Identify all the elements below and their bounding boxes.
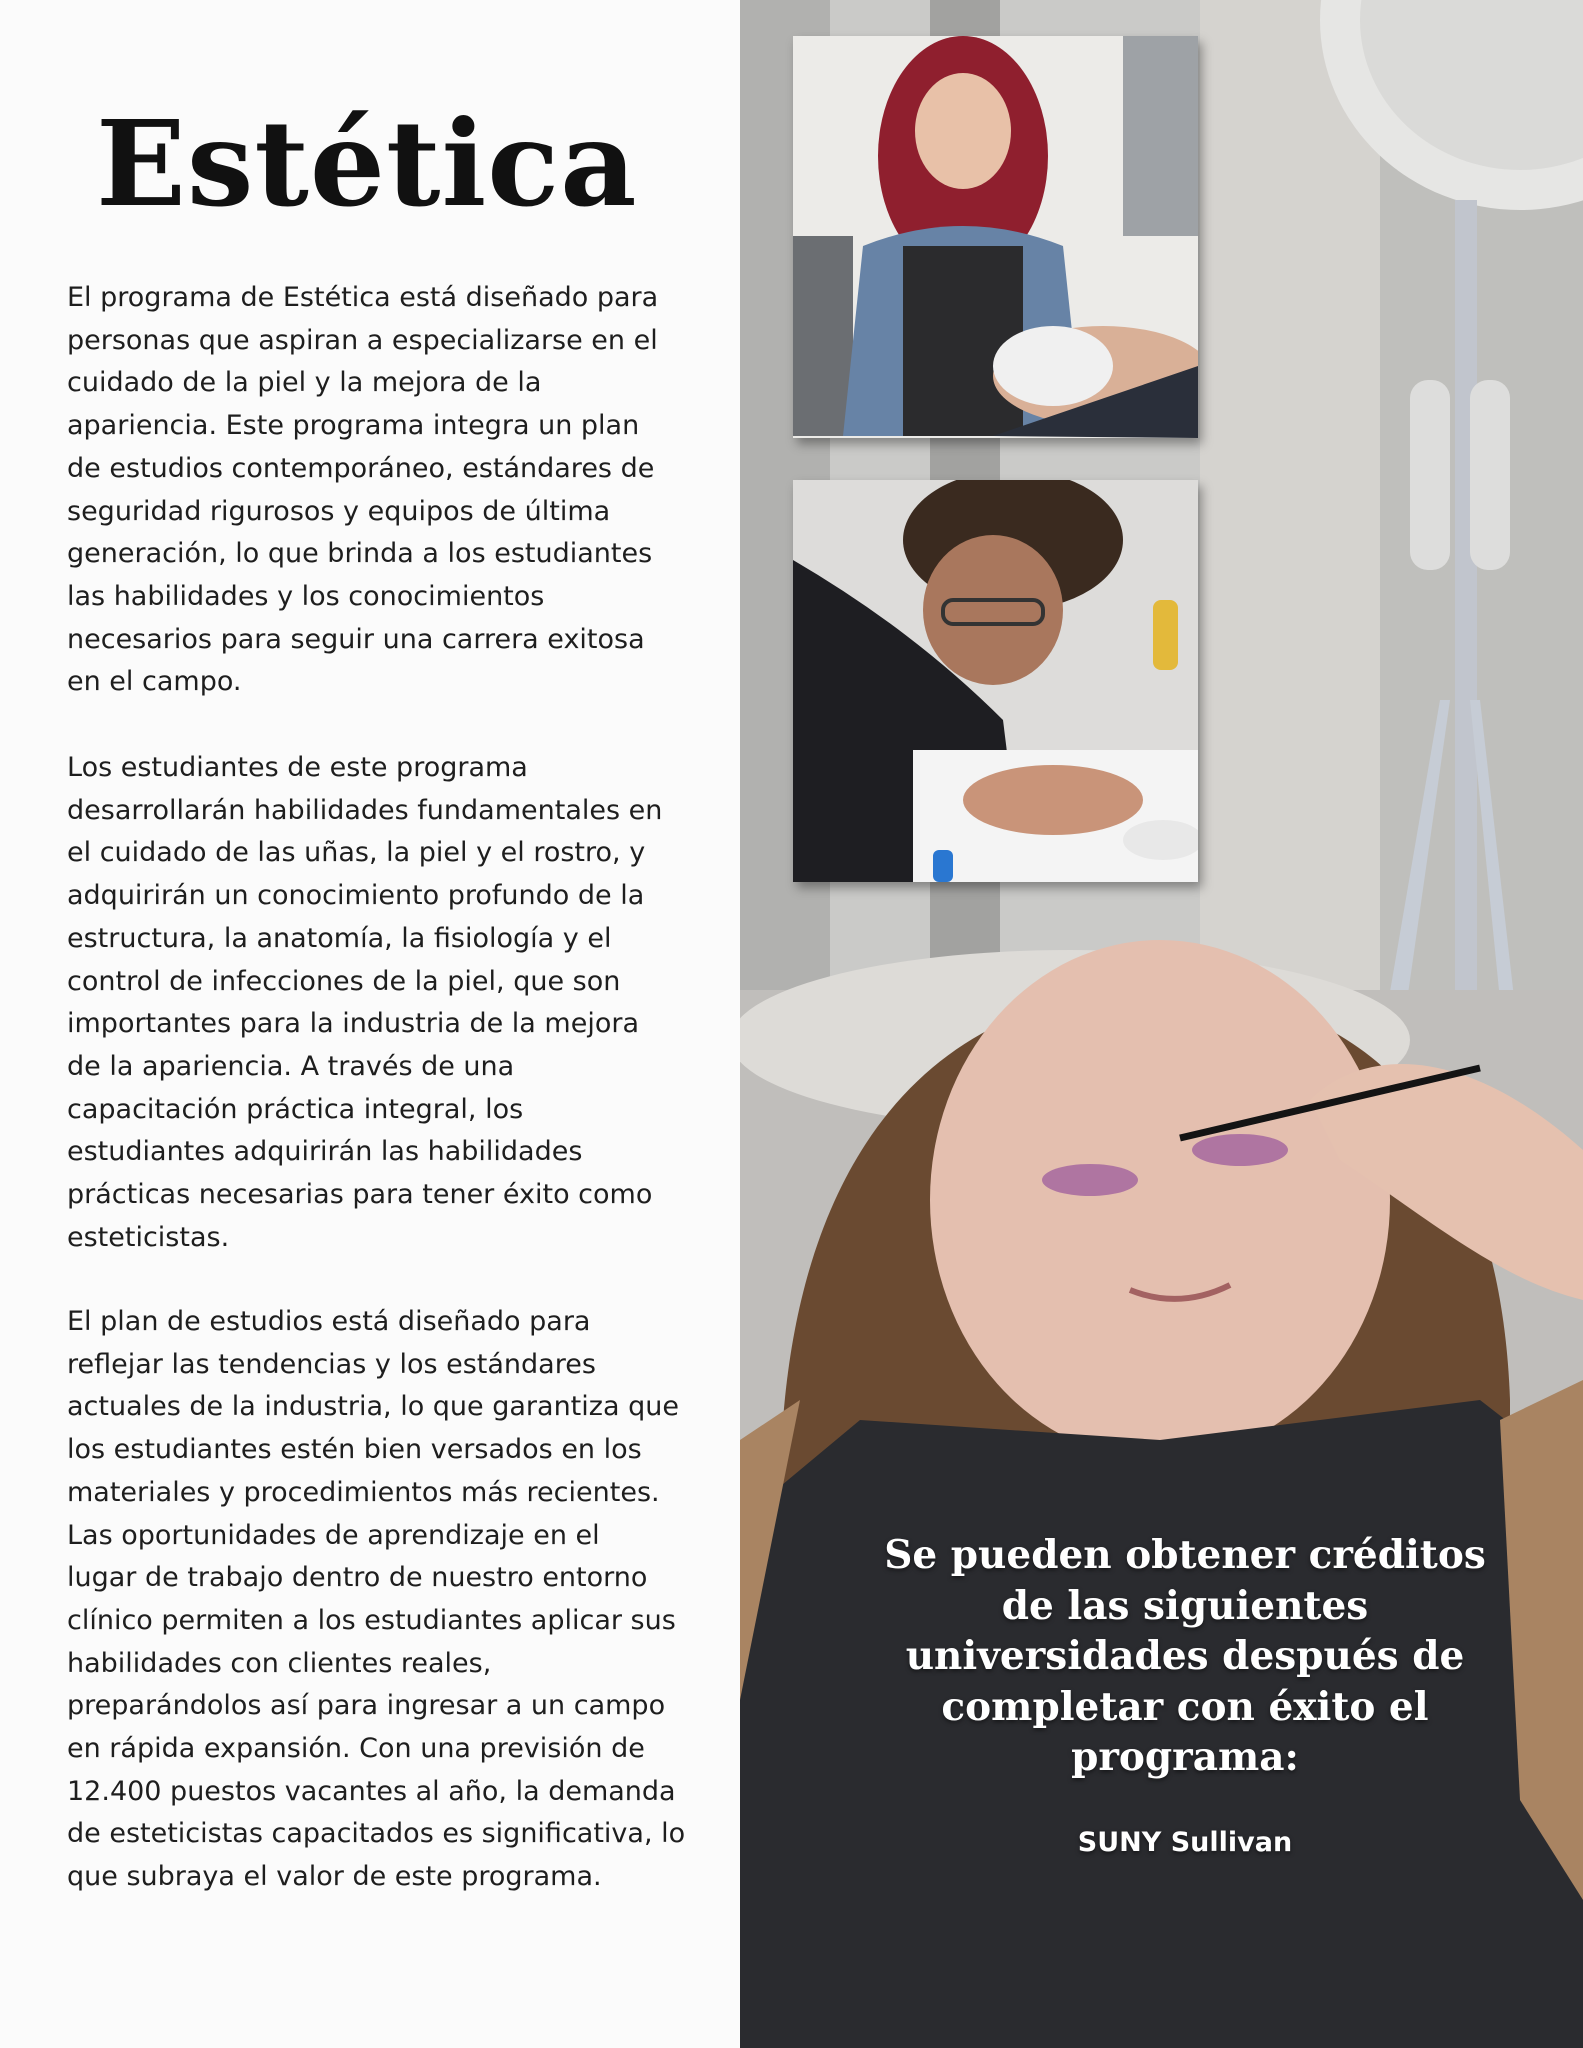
text-line: desarrollarán habilidades fundamentales en	[67, 794, 663, 826]
text-line: materiales y procedimientos más recientes.	[67, 1476, 660, 1508]
paragraph-skills	[67, 747, 717, 1259]
text-line: Los estudiantes de este programa	[67, 752, 528, 783]
text-line: El programa de Estética está diseñado para	[67, 282, 659, 313]
text-line: en rápida expansión. Con una previsión de	[67, 1733, 645, 1765]
credits-heading	[840, 1530, 1530, 1783]
text-line: necesarios para seguir una carrera exitosa	[67, 623, 645, 655]
credits-line: Se pueden obtener créditos	[884, 1532, 1486, 1578]
text-line: reflejar las tendencias y los estándares	[67, 1348, 596, 1380]
facial-treatment-photo	[793, 36, 1198, 438]
text-line: apariencia. Este programa integra un plan	[67, 410, 640, 442]
nail-care-photo	[793, 480, 1198, 882]
text-line: El plan de estudios está diseñado para	[67, 1306, 591, 1337]
text-line: preparándolos así para ingresar a un campo	[67, 1690, 666, 1722]
text-line: las habilidades y los conocimientos	[67, 580, 545, 612]
text-line: personas que aspiran a especializarse en el	[67, 324, 658, 356]
text-line: que subraya el valor de este programa.	[67, 1861, 602, 1893]
facial-treatment-illustration	[793, 36, 1198, 438]
text-line: esteticistas.	[67, 1221, 230, 1253]
text-line: de la apariencia. A través de una	[67, 1050, 515, 1082]
text-line: el cuidado de las uñas, la piel y el rostro, y	[67, 837, 646, 869]
text-line: control de infecciones de la piel, que son	[67, 965, 621, 997]
text-column	[0, 0, 740, 2048]
credits-line: de las siguientes	[1001, 1582, 1369, 1629]
text-line: importantes para la industria de la mejora	[67, 1008, 639, 1040]
text-line: clínico permiten a los estudiantes aplicar sus	[67, 1604, 676, 1636]
page-title: Estética	[96, 94, 638, 233]
text-line: lugar de trabajo dentro de nuestro entorno	[67, 1562, 648, 1594]
text-line: prácticas necesarias para tener éxito como	[67, 1179, 653, 1211]
text-line: Las oportunidades de aprendizaje en el	[67, 1519, 600, 1551]
credits-line: programa:	[1071, 1734, 1299, 1780]
text-line: los estudiantes estén bien versados en los	[67, 1434, 642, 1466]
paragraph-curriculum	[67, 1301, 717, 1899]
text-line: adquirirán un conocimiento profundo de la	[67, 880, 645, 912]
credits-line: completar con éxito el	[941, 1683, 1429, 1730]
text-line: actuales de la industria, lo que garantiza que	[67, 1391, 679, 1423]
text-line: capacitación práctica integral, los	[67, 1093, 524, 1125]
text-line: en el campo.	[67, 666, 242, 698]
credits-line: universidades después de	[905, 1633, 1465, 1679]
text-line: estructura, la anatomía, la fisiología y el	[67, 922, 612, 954]
text-line: de esteticistas capacitados es significativa, lo	[67, 1818, 686, 1850]
text-line: seguridad rigurosos y equipos de última	[67, 495, 611, 527]
nail-care-illustration	[793, 480, 1198, 882]
paragraph-intro	[67, 277, 717, 704]
photo-panel	[740, 0, 1583, 2048]
text-line: generación, lo que brinda a los estudiantes	[67, 538, 653, 570]
text-line: estudiantes adquirirán las habilidades	[67, 1136, 583, 1168]
text-line: de estudios contemporáneo, estándares de	[67, 452, 655, 484]
text-line: habilidades con clientes reales,	[67, 1647, 492, 1679]
text-line: 12.400 puestos vacantes al año, la demanda	[67, 1775, 676, 1807]
text-line: cuidado de la piel y la mejora de la	[67, 367, 542, 399]
university-name: SUNY Sullivan	[1077, 1827, 1293, 1858]
